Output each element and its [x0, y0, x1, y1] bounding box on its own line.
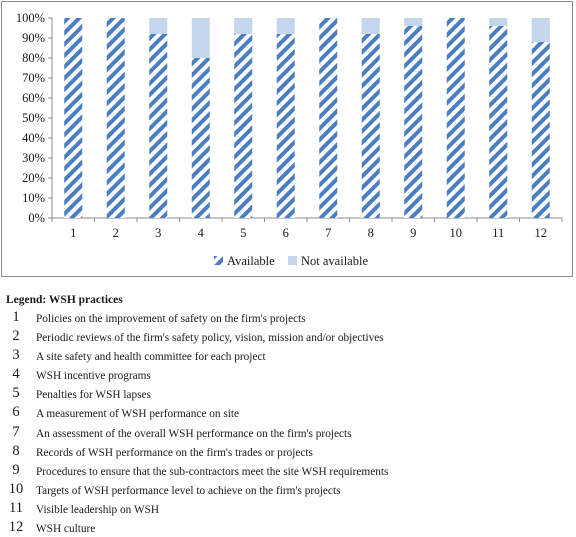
y-tick-label: 80%: [22, 51, 45, 65]
legend-item-number: 10: [8, 480, 24, 497]
y-tick-label: 10%: [22, 191, 45, 205]
x-tick-label: 8: [367, 226, 374, 240]
legend-label-available: Available: [227, 254, 275, 268]
legend-item-text: A site safety and health committee for each project: [36, 351, 266, 364]
legend-item: [6, 442, 572, 461]
y-tick-label: 70%: [22, 71, 45, 85]
bar-available: [532, 42, 550, 218]
bar-not-available: [532, 18, 550, 42]
chart-legend: [214, 254, 368, 268]
y-tick-label: 30%: [22, 151, 45, 165]
bar-not-available: [149, 18, 167, 34]
stacked-bar-chart: [2, 2, 574, 278]
bar-available: [447, 18, 465, 218]
legend-item-number: 11: [9, 499, 23, 516]
bar-available: [64, 18, 82, 218]
x-tick-label: 2: [112, 226, 119, 240]
y-tick-label: 20%: [22, 171, 45, 185]
bar-available: [319, 18, 337, 218]
legend-item: [6, 403, 572, 422]
y-tick-label: 100%: [15, 11, 45, 25]
bar-not-available: [277, 18, 295, 34]
legend-item: [6, 461, 572, 480]
x-tick-label: 5: [240, 226, 247, 240]
legend-item-text: WSH culture: [36, 523, 96, 536]
legend-item-number: 4: [12, 366, 20, 383]
x-tick-label: 12: [534, 226, 547, 240]
bar-available: [277, 34, 295, 218]
bar-not-available: [192, 18, 210, 58]
bar-available: [192, 58, 210, 218]
practices-legend: [6, 292, 572, 537]
y-axis: [16, 11, 52, 225]
bar-available: [149, 34, 167, 218]
legend-item-text: WSH incentive programs: [36, 370, 151, 383]
x-tick-label: 1: [70, 226, 77, 240]
legend-item-number: 3: [12, 347, 20, 364]
bar-available: [107, 18, 125, 218]
x-tick-label: 7: [325, 226, 332, 240]
x-tick-label: 4: [197, 226, 204, 240]
legend-item-number: 5: [12, 385, 20, 402]
y-tick-label: 40%: [22, 131, 45, 145]
legend-item-number: 12: [8, 519, 24, 536]
y-tick-label: 60%: [22, 91, 45, 105]
x-tick-label: 10: [449, 226, 462, 240]
bar-available: [362, 34, 380, 218]
legend-item-text: Penalties for WSH lapses: [36, 389, 151, 402]
legend-item-number: 7: [12, 423, 20, 440]
legend-label-not-available: Not available: [301, 254, 368, 268]
bar-not-available: [489, 18, 507, 26]
legend-title: Legend: WSH practices: [6, 294, 123, 306]
legend-item-number: 6: [12, 404, 20, 421]
legend-item-number: 9: [12, 461, 20, 478]
legend-item: [6, 327, 572, 346]
chart-frame: [1, 1, 573, 277]
x-axis: [52, 218, 562, 240]
legend-item-text: Targets of WSH performance level to achieve on the firm's projects: [36, 484, 341, 497]
legend-item-text: Periodic reviews of the firm's safety policy, vision, mission and/or objectives: [36, 332, 384, 345]
x-tick-label: 3: [155, 226, 162, 240]
legend-item: [6, 518, 572, 537]
y-tick-label: 0%: [28, 211, 45, 225]
legend-item-text: Visible leadership on WSH: [36, 503, 160, 516]
bars: [64, 18, 550, 218]
y-tick-label: 50%: [22, 111, 45, 125]
legend-item-text: A measurement of WSH performance on site: [36, 408, 240, 421]
legend-item: [6, 423, 572, 442]
legend-item: [6, 499, 572, 518]
bar-available: [489, 26, 507, 218]
bar-available: [404, 26, 422, 218]
legend-list: [6, 308, 572, 537]
x-tick-label: 9: [410, 226, 417, 240]
bar-not-available: [404, 18, 422, 26]
legend-item: [6, 308, 572, 327]
bar-not-available: [234, 18, 252, 34]
legend-item-number: 2: [12, 328, 20, 345]
legend-swatch-available: [214, 256, 223, 265]
bar-available: [234, 34, 252, 218]
legend-item-text: Procedures to ensure that the sub-contractors meet the site WSH requirements: [36, 465, 389, 478]
x-tick-label: 6: [282, 226, 289, 240]
legend-item: [6, 480, 572, 499]
legend-swatch-not-available: [288, 256, 297, 265]
legend-item-text: An assessment of the overall WSH performance on the firm's projects: [36, 427, 352, 440]
legend-item: [6, 384, 572, 403]
legend-item: [6, 365, 572, 384]
x-tick-label: 11: [492, 226, 505, 240]
legend-item-text: Records of WSH performance on the firm's trades or projects: [36, 446, 313, 459]
bar-not-available: [362, 18, 380, 34]
y-tick-label: 90%: [22, 31, 45, 45]
legend-item-number: 8: [12, 442, 20, 459]
legend-item-text: Policies on the improvement of safety on the firm's projects: [36, 313, 306, 325]
legend-item-number: 1: [12, 309, 20, 325]
legend-item: [6, 346, 572, 365]
